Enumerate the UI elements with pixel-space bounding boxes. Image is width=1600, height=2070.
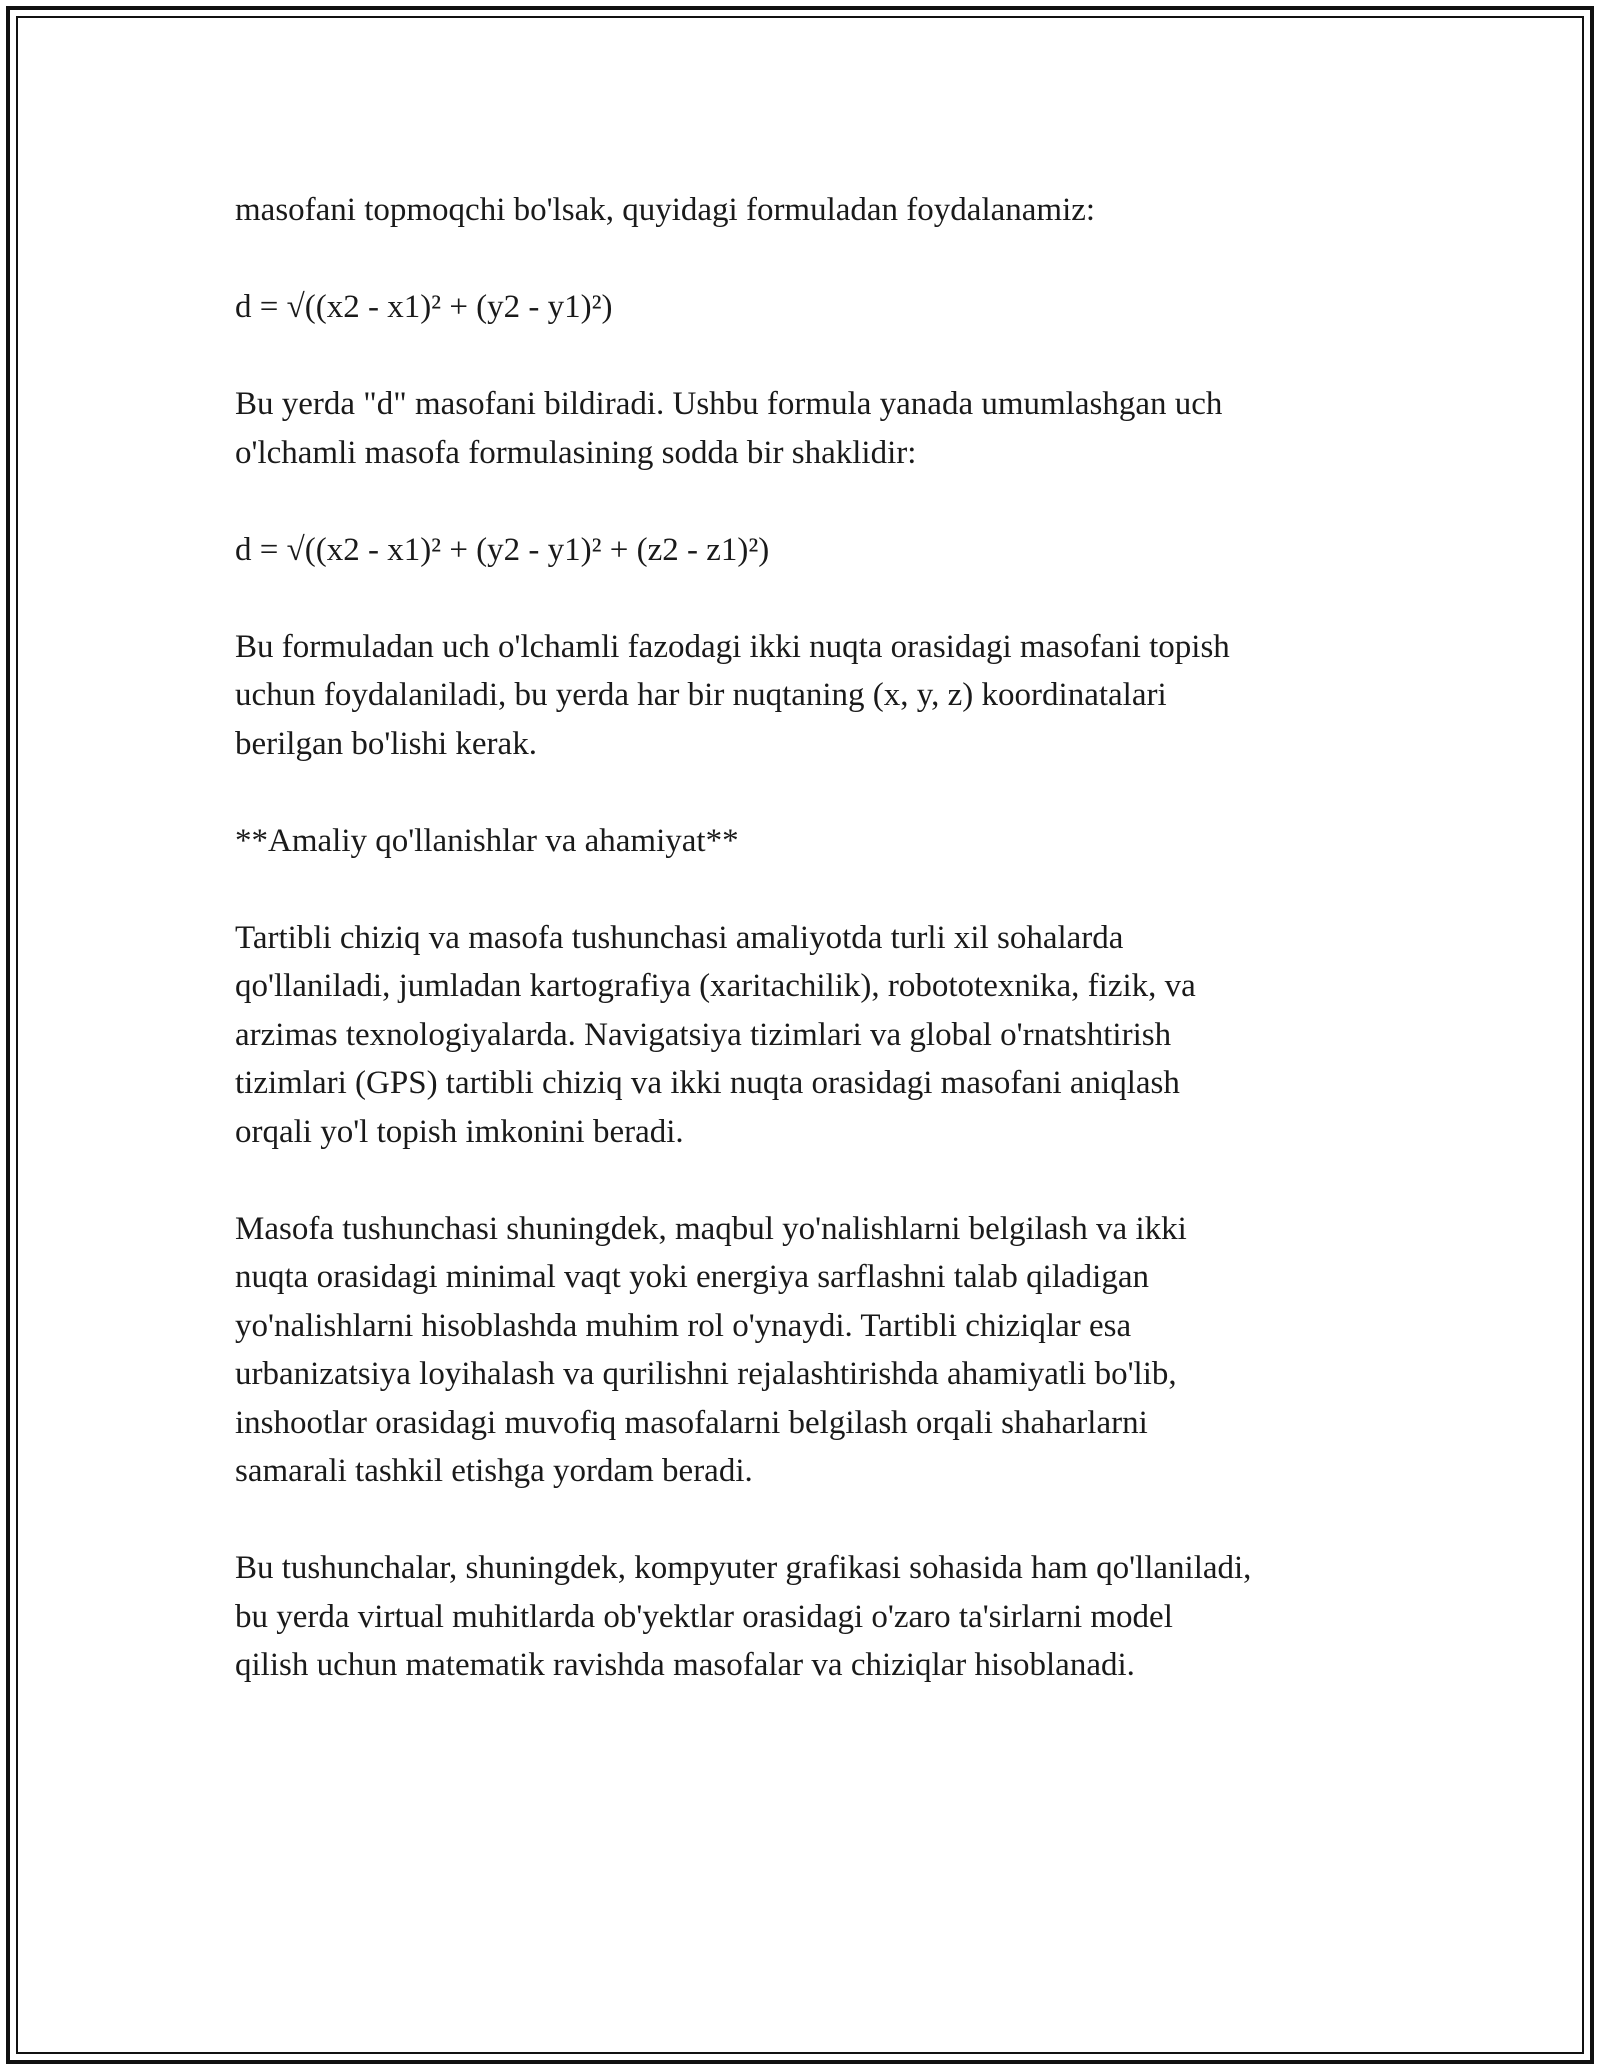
paragraph-intro: masofani topmoqchi bo'lsak, quyidagi formuladan foydalanamiz: (235, 192, 1096, 228)
paragraph-formula-explanation: Bu yerda "d" masofani bildiradi. Ushbu formula yanada umumlashgan uch o'lchamli masofa formulasining sodda bir shaklidir: (235, 386, 1223, 471)
formula-3d-distance: d = √((x2 - x1)² + (y2 - y1)² + (z2 - z1)²) (235, 531, 770, 568)
paragraph-applications: Tartibli chiziq va masofa tushunchasi amaliyotda turli xil sohalarda qo'llaniladi, jumladan kartografiya (xaritachilik), robototexnika, fizik, va arzimas texnologiyalarda. Navigatsiya tizimlari va global o'rnatshtirish tizimlari (GPS) tartibli chiziq va ikki nuqta orasidagi masofani aniqlash orqali yo'l topish imkonini beradi. (235, 919, 1196, 1150)
section-heading: **Amaliy qo'llanishlar va ahamiyat** (235, 822, 739, 859)
document-body (235, 186, 1385, 1738)
formula-2d-distance: d = √((x2 - x1)² + (y2 - y1)²) (235, 289, 613, 325)
paragraph-computer-graphics: Bu tushunchalar, shuningdek, kompyuter grafikasi sohasida ham qo'llaniladi, bu yerda virtual muhitlarda ob'yektlar orasidagi o'zaro ta'sirlarni model qilish uchun matematik ravishda masofalar va chiziqlar hisoblanadi. (235, 1550, 1252, 1683)
paragraph-3d-usage: Bu formuladan uch o'lchamli fazodagi ikki nuqta orasidagi masofani topish uchun foydalaniladi, bu yerda har bir nuqtaning (x, y, z) koordinatalari berilgan bo'lishi kerak. (235, 628, 1230, 762)
paragraph-distance-concept: Masofa tushunchasi shuningdek, maqbul yo'nalishlarni belgilash va ikki nuqta orasidagi minimal vaqt yoki energiya sarflashni talab qiladigan yo'nalishlarni hisoblashda muhim rol o'ynaydi. Tartibli chiziqlar esa urbanizatsiya loyihalash va qurilishni rejalashtirishda ahamiyatli bo'lib, inshootlar orasidagi muvofiq masofalarni belgilash orqali shaharlarni samarali tashkil etishga yordam beradi. (235, 1210, 1187, 1489)
